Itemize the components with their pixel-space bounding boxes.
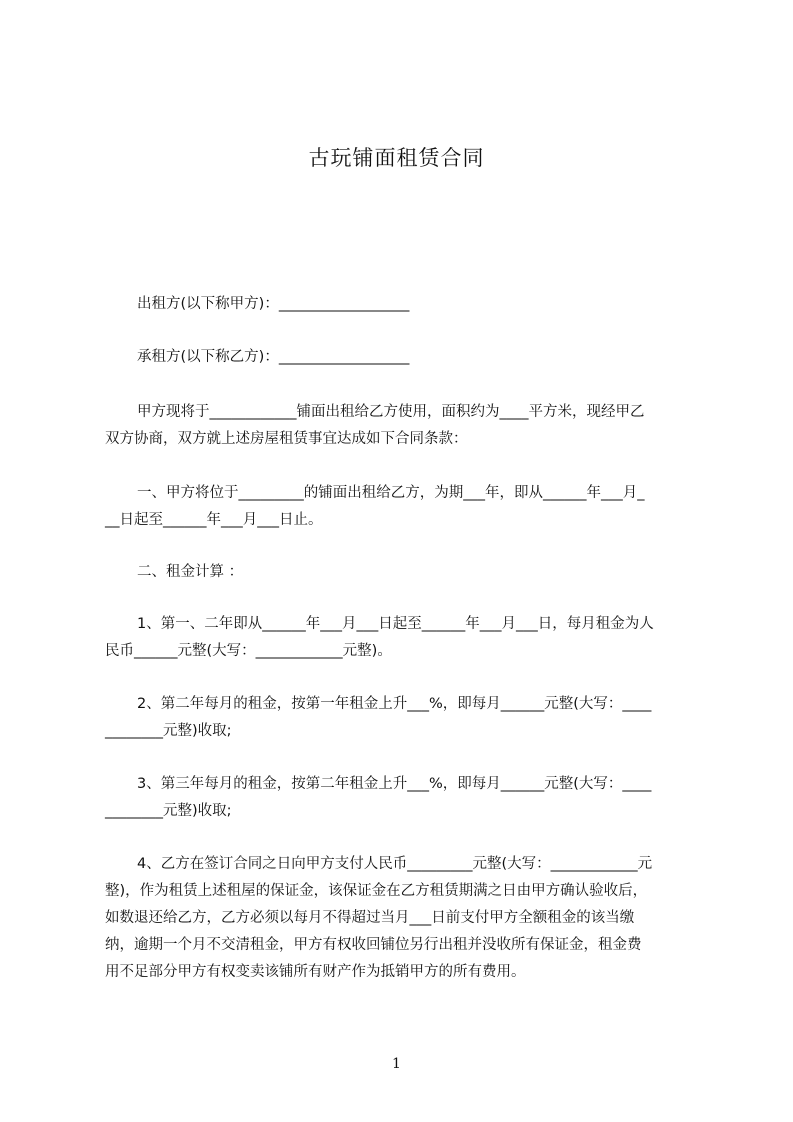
item2-line-1: 2、第二年每月的租金，按第一年租金上升___%，即每月______元整(大写：____ bbox=[137, 696, 652, 712]
item4-line-2: 整)，作为租赁上述租屋的保证金，该保证金在乙方租赁期满之日由甲方确认验收后， bbox=[105, 883, 648, 899]
clause1-line-1: 一、甲方将位于_________的铺面出租给乙方，为期___年，即从______年___月_ bbox=[137, 485, 645, 501]
item2-line-2: ________元整)收取; bbox=[105, 723, 232, 739]
item3-line-1: 3、第三年每月的租金，按第二年租金上升___%，即每月______元整(大写：____ bbox=[137, 776, 652, 792]
item4-line-4: 纳，逾期一个月不交清租金，甲方有权收回铺位另行出租并没收所有保证金，租金费 bbox=[105, 937, 642, 953]
item1-line-1: 1、第一、二年即从______年___月___日起至______年___月___日，每月租金为人 bbox=[137, 616, 654, 632]
lessee-line: 承租方(以下称乙方)：__________________ bbox=[137, 349, 410, 365]
item4-line-1: 4、乙方在签订合同之日向甲方支付人民币_________元整(大写：____________元 bbox=[137, 856, 653, 872]
intro-line-2: 双方协商，双方就上述房屋租赁事宜达成如下合同条款： bbox=[105, 431, 468, 447]
document-title: 古玩铺面租赁合同 bbox=[308, 146, 485, 170]
item1-line-2: 民币______元整(大写：____________元整)。 bbox=[105, 643, 392, 659]
lessor-line: 出租方(以下称甲方)：__________________ bbox=[137, 296, 410, 312]
item4-line-3: 如数退还给乙方，乙方必须以每月不得超过当月___日前支付甲方全额租金的该当缴 bbox=[105, 910, 635, 926]
intro-line-1: 甲方现将于____________铺面出租给乙方使用，面积约为____平方米，现经甲乙 bbox=[137, 404, 645, 420]
item3-line-2: ________元整)收取; bbox=[105, 803, 232, 819]
page-number: 1 bbox=[392, 1056, 401, 1072]
clause2-heading: 二、租金计算 ： bbox=[137, 564, 244, 580]
item4-line-5: 用不足部分甲方有权变卖该铺所有财产作为抵销甲方的所有费用。 bbox=[105, 964, 526, 980]
clause1-line-2: __日起至______年___月___日止。 bbox=[105, 512, 323, 528]
